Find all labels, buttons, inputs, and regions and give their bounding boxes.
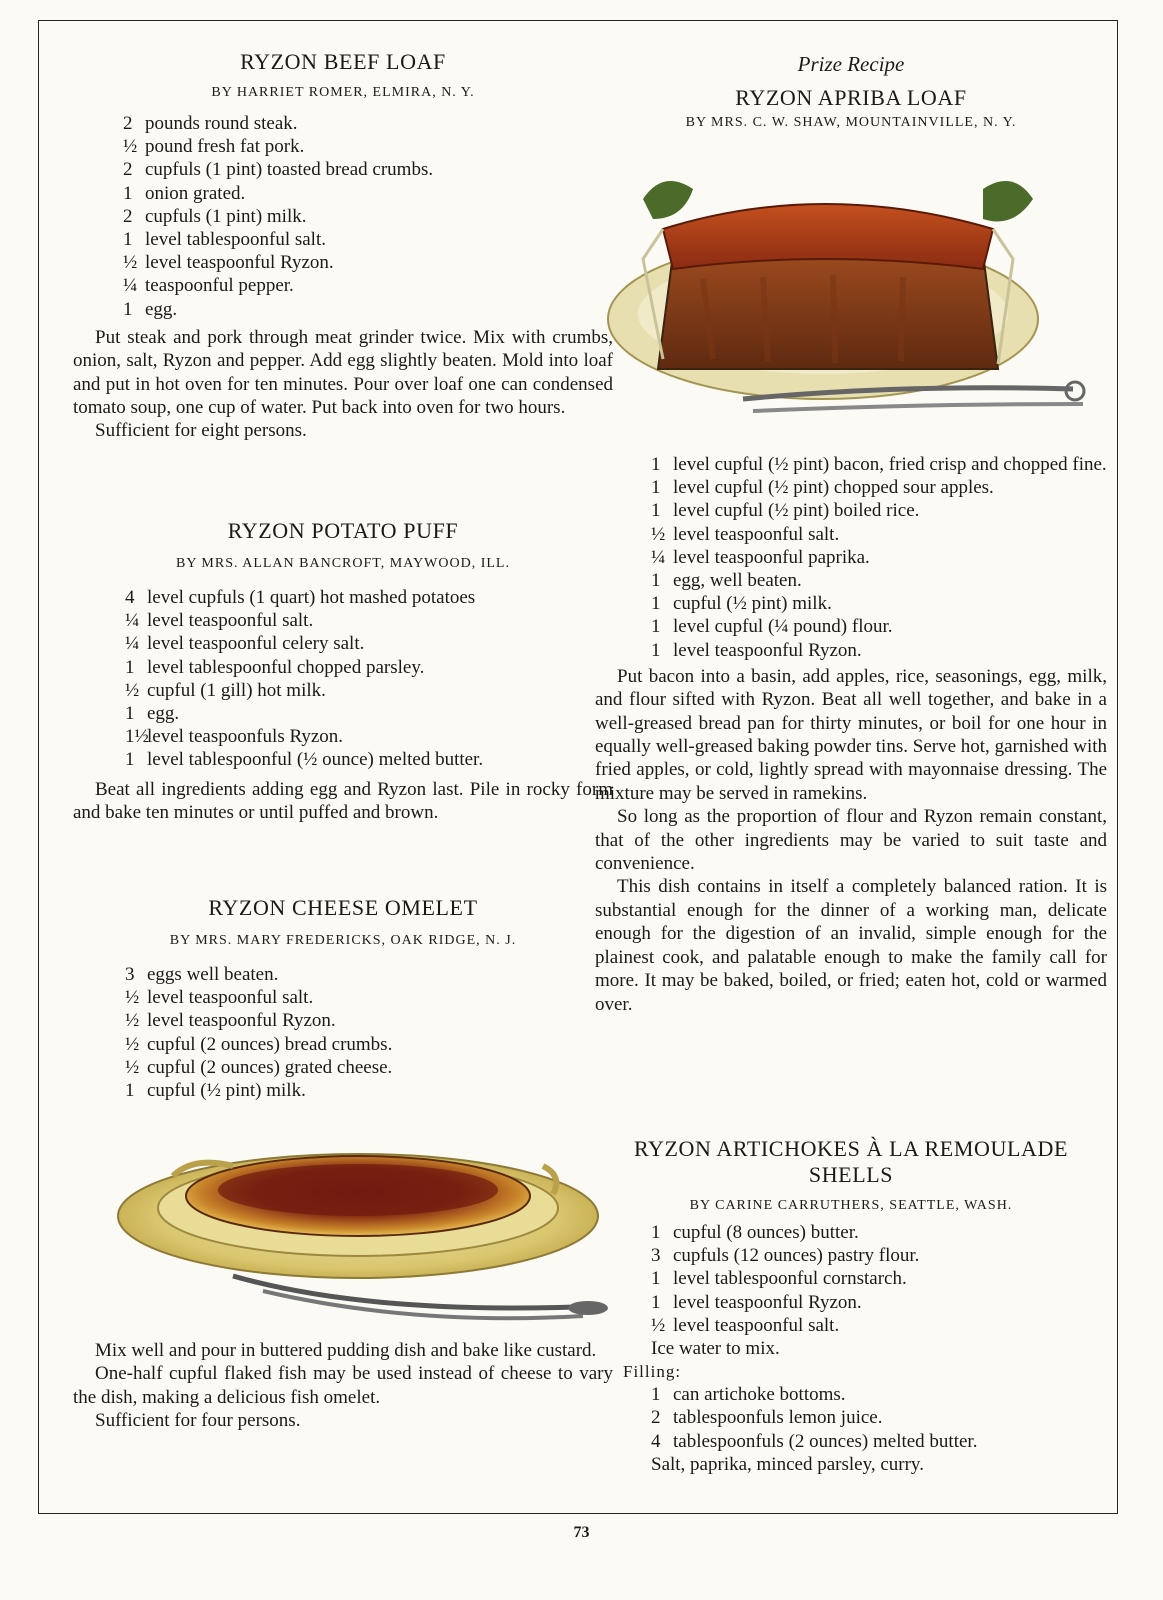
ingredient-quantity: 4 — [125, 587, 135, 608]
ingredient-item — [651, 453, 1107, 476]
ingredient-quantity: 1 — [651, 1291, 661, 1313]
ingredient-quantity: ½ — [123, 252, 138, 274]
ingredient-quantity: 1 — [651, 1222, 661, 1243]
ingredient-quantity: 1 — [125, 703, 135, 725]
apriba-loaf-note2: This dish contains in itself a completely balanced ration. It is substantial enough for the dinner of a working man, delicate enough for the digestion of an invalid, simple enough for the plainest cook, and palatable enough to make the family call for more. It may be baked, boiled, or fried; eaten hot, cold or warmed over. — [595, 876, 1107, 1015]
ingredient-item — [125, 963, 613, 986]
ingredient-text: level cupful (¼ pound) flour. — [673, 616, 893, 638]
beef-loaf-title: RYZON BEEF LOAF — [240, 49, 446, 74]
ingredient-item — [651, 592, 1107, 615]
ingredient-item — [651, 615, 1107, 638]
ingredient-item — [123, 251, 613, 274]
ingredient-text: onion grated. — [145, 182, 246, 204]
ingredient-quantity: 1 — [651, 593, 661, 615]
ingredient-quantity: ½ — [125, 1010, 140, 1032]
ingredient-text: pounds round steak. — [145, 113, 298, 134]
artichokes-recipe — [595, 1136, 1107, 1476]
ingredient-text: level teaspoonful salt. — [673, 523, 840, 545]
ingredient-quantity: ½ — [125, 987, 140, 1009]
beef-loaf-serves: Sufficient for eight persons. — [95, 420, 307, 442]
ingredient-item — [651, 499, 1107, 522]
ingredient-text: cupfuls (1 pint) milk. — [145, 205, 307, 227]
ingredient-text: level teaspoonfuls Ryzon. — [147, 726, 344, 748]
ingredient-item — [125, 632, 613, 655]
ingredient-text: level cupful (½ pint) chopped sour apples. — [673, 477, 994, 499]
ingredient-quantity: 2 — [123, 205, 133, 227]
ingredient-item — [123, 158, 613, 181]
ingredient-text: teaspoonful pepper. — [145, 275, 294, 297]
ingredient-text: level teaspoonful salt. — [673, 1314, 840, 1336]
ingredient-text: level teaspoonful salt. — [147, 987, 314, 1009]
ingredient-text: level teaspoonful Ryzon. — [145, 252, 334, 274]
ingredient-quantity: ¼ — [125, 610, 140, 632]
ingredient-quantity: 1 — [123, 298, 133, 320]
apriba-loaf-illustration — [603, 159, 1103, 449]
ingredient-quantity: ¼ — [125, 633, 140, 655]
cheese-omelet-ingredients — [125, 963, 613, 1102]
artichokes-ice-water: Ice water to mix. — [651, 1338, 780, 1360]
cheese-omelet-variation: One-half cupful flaked fish may be used instead of cheese to vary the dish, making a delicious fish omelet. — [73, 1363, 613, 1408]
ingredient-item — [123, 112, 613, 135]
ingredient-quantity: ½ — [125, 679, 140, 701]
ingredient-item — [651, 1406, 1107, 1429]
ingredient-item — [125, 1079, 613, 1102]
ingredient-item — [651, 476, 1107, 499]
ingredient-quantity: 3 — [125, 964, 135, 985]
apriba-loaf-header — [595, 51, 1107, 133]
cheese-omelet-title: RYZON CHEESE OMELET — [208, 895, 478, 920]
ingredient-quantity: ½ — [125, 1056, 140, 1078]
prize-recipe-label: Prize Recipe — [797, 52, 905, 76]
artichokes-ingredients — [651, 1221, 1107, 1337]
ingredient-quantity: 3 — [651, 1245, 661, 1267]
ingredient-quantity: 1 — [125, 749, 135, 771]
cheese-omelet-byline: BY MRS. MARY FREDERICKS, OAK RIDGE, N. J. — [169, 933, 517, 948]
page-frame — [38, 20, 1118, 1514]
ingredient-item — [651, 639, 1107, 662]
ingredient-text: level teaspoonful celery salt. — [147, 633, 365, 655]
ingredient-text: cupful (2 ounces) grated cheese. — [147, 1056, 393, 1078]
ingredient-quantity: 1 — [651, 616, 661, 638]
apriba-loaf-body — [595, 453, 1107, 1016]
ingredient-item — [125, 702, 613, 725]
ingredient-item — [125, 1033, 613, 1056]
ingredient-item — [125, 725, 613, 748]
ingredient-item — [123, 205, 613, 228]
ingredient-text: level tablespoonful (½ ounce) melted butter. — [147, 749, 484, 771]
ingredient-item — [125, 679, 613, 702]
ingredient-text: level tablespoonful chopped parsley. — [147, 656, 425, 678]
ingredient-text: level tablespoonful salt. — [145, 229, 326, 251]
ingredient-quantity: 1 — [651, 500, 661, 522]
ingredient-quantity: 1 — [125, 1080, 135, 1102]
apriba-loaf-method: Put bacon into a basin, add apples, rice, seasonings, egg, milk, and flour sifted with Ryzon. Beat all well together, and bake in a well-greased bread pan for thirty minutes, or boil for one hour in equally well-greased baking powder tins. Serve hot, garnished with fried apples, or cold, lightly spread with mayonnaise dressing. The mixture may be served in ramekins. — [595, 665, 1107, 804]
ingredient-text: level teaspoonful Ryzon. — [673, 1291, 862, 1313]
filling-seasoning: Salt, paprika, minced parsley, curry. — [651, 1453, 924, 1475]
filling-label: Filling: — [623, 1362, 682, 1382]
cheese-omelet-illustration — [113, 1116, 613, 1336]
apriba-loaf-title: RYZON APRIBA LOAF — [735, 85, 967, 110]
ingredient-quantity: 2 — [123, 113, 133, 134]
ingredient-item — [123, 298, 613, 321]
ingredient-text: cupful (½ pint) milk. — [147, 1080, 306, 1102]
ingredient-quantity: 4 — [651, 1430, 661, 1452]
ingredient-text: cupfuls (1 pint) toasted bread crumbs. — [145, 159, 434, 181]
ingredient-quantity: 1 — [123, 229, 133, 251]
ingredient-quantity: 1 — [123, 182, 133, 204]
ingredient-item — [651, 1291, 1107, 1314]
ingredient-quantity: 1 — [125, 656, 135, 678]
potato-puff-title: RYZON POTATO PUFF — [227, 518, 459, 543]
ingredient-text: cupful (½ pint) milk. — [673, 593, 832, 615]
ingredient-item — [651, 1267, 1107, 1290]
page-number: 73 — [573, 1524, 590, 1541]
ingredient-text: egg. — [147, 703, 180, 725]
ingredient-text: egg. — [145, 298, 178, 320]
filling-ingredients — [651, 1383, 1107, 1453]
ingredient-text: level teaspoonful salt. — [147, 610, 314, 632]
ingredient-quantity: ½ — [651, 1314, 666, 1336]
ingredient-quantity: ¼ — [651, 546, 666, 568]
beef-loaf-ingredients — [123, 112, 613, 321]
artichokes-byline: BY CARINE CARRUTHERS, SEATTLE, WASH. — [689, 1198, 1013, 1213]
ingredient-text: level teaspoonful Ryzon. — [673, 639, 862, 661]
apriba-loaf-ingredients — [651, 453, 1107, 662]
ingredient-text: level teaspoonful paprika. — [673, 546, 870, 568]
ingredient-item — [123, 228, 613, 251]
ingredient-item — [125, 986, 613, 1009]
ingredient-quantity: ½ — [125, 1033, 140, 1055]
cheese-omelet-recipe — [73, 895, 613, 1102]
ingredient-text: cupfuls (12 ounces) pastry flour. — [673, 1245, 920, 1267]
cheese-omelet-serves: Sufficient for four persons. — [95, 1410, 301, 1432]
potato-puff-recipe — [73, 518, 613, 824]
ingredient-item — [651, 569, 1107, 592]
cheese-omelet-method: Mix well and pour in buttered pudding dish and bake like custard. — [95, 1340, 597, 1361]
ingredient-quantity: ½ — [651, 523, 666, 545]
ingredient-text: can artichoke bottoms. — [673, 1384, 846, 1406]
ingredient-quantity: 1 — [651, 639, 661, 661]
ingredient-item — [125, 1009, 613, 1032]
ingredient-item — [651, 1221, 1107, 1244]
ingredient-text: cupful (1 gill) hot milk. — [147, 679, 326, 701]
ingredient-quantity: ¼ — [123, 275, 138, 297]
ingredient-text: pound fresh fat pork. — [145, 136, 305, 158]
ingredient-quantity: 1 — [651, 1268, 661, 1290]
ingredient-text: level cupfuls (1 quart) hot mashed potatoes — [147, 587, 476, 608]
ingredient-text: level cupful (½ pint) boiled rice. — [673, 500, 920, 522]
ingredient-item — [125, 609, 613, 632]
ingredient-item — [651, 1314, 1107, 1337]
ingredient-item — [651, 546, 1107, 569]
ingredient-item — [125, 748, 613, 771]
ingredient-text: level cupful (½ pint) bacon, fried crisp and chopped fine. — [673, 454, 1107, 475]
beef-loaf-recipe — [73, 49, 613, 443]
ingredient-text: level teaspoonful Ryzon. — [147, 1010, 336, 1032]
ingredient-item — [125, 656, 613, 679]
ingredient-item — [125, 1056, 613, 1079]
ingredient-quantity: 1½ — [125, 726, 149, 748]
potato-puff-method: Beat all ingredients adding egg and Ryzon last. Pile in rocky form and bake ten minutes or until puffed and brown. — [73, 778, 613, 824]
ingredient-text: eggs well beaten. — [147, 964, 279, 985]
apriba-loaf-byline: BY MRS. C. W. SHAW, MOUNTAINVILLE, N. Y. — [685, 115, 1017, 130]
ingredient-text: egg, well beaten. — [673, 570, 802, 592]
ingredient-quantity: 1 — [651, 570, 661, 592]
ingredient-quantity: 1 — [651, 1384, 661, 1406]
ingredient-item — [123, 135, 613, 158]
ingredient-quantity: 1 — [651, 454, 661, 475]
ingredient-quantity: ½ — [123, 136, 138, 158]
ingredient-item — [651, 1383, 1107, 1406]
ingredient-quantity: 1 — [651, 477, 661, 499]
ingredient-item — [651, 1244, 1107, 1267]
potato-puff-byline: BY MRS. ALLAN BANCROFT, MAYWOOD, ILL. — [175, 556, 510, 571]
artichokes-title: RYZON ARTICHOKES À LA REMOULADE SHELLS — [633, 1136, 1069, 1187]
ingredient-text: tablespoonfuls (2 ounces) melted butter. — [673, 1430, 978, 1452]
ingredient-quantity: 2 — [123, 159, 133, 181]
ingredient-text: tablespoonfuls lemon juice. — [673, 1407, 883, 1429]
ingredient-item — [123, 182, 613, 205]
ingredient-item — [123, 274, 613, 297]
potato-puff-ingredients — [125, 586, 613, 772]
ingredient-item — [651, 1430, 1107, 1453]
beef-loaf-method: Put steak and pork through meat grinder twice. Mix with crumbs, onion, salt, Ryzon and pepper. Add egg slightly beaten. Mold into loaf and put in hot oven for ten minutes. Pour over loaf one can condensed tomato soup, one cup of water. Put back into oven for two hours. — [73, 326, 613, 419]
ingredient-quantity: 2 — [651, 1407, 661, 1429]
apriba-loaf-note1: So long as the proportion of flour and Ryzon remain constant, that of the other ingredients may be varied to suit taste and convenience. — [595, 806, 1107, 875]
ingredient-text: cupful (2 ounces) bread crumbs. — [147, 1033, 393, 1055]
ingredient-text: level tablespoonful cornstarch. — [673, 1268, 907, 1290]
cheese-omelet-text — [73, 1339, 613, 1433]
beef-loaf-byline: BY HARRIET ROMER, ELMIRA, N. Y. — [211, 85, 475, 100]
ingredient-text: cupful (8 ounces) butter. — [673, 1222, 859, 1243]
ingredient-item — [651, 523, 1107, 546]
ingredient-item — [125, 586, 613, 609]
